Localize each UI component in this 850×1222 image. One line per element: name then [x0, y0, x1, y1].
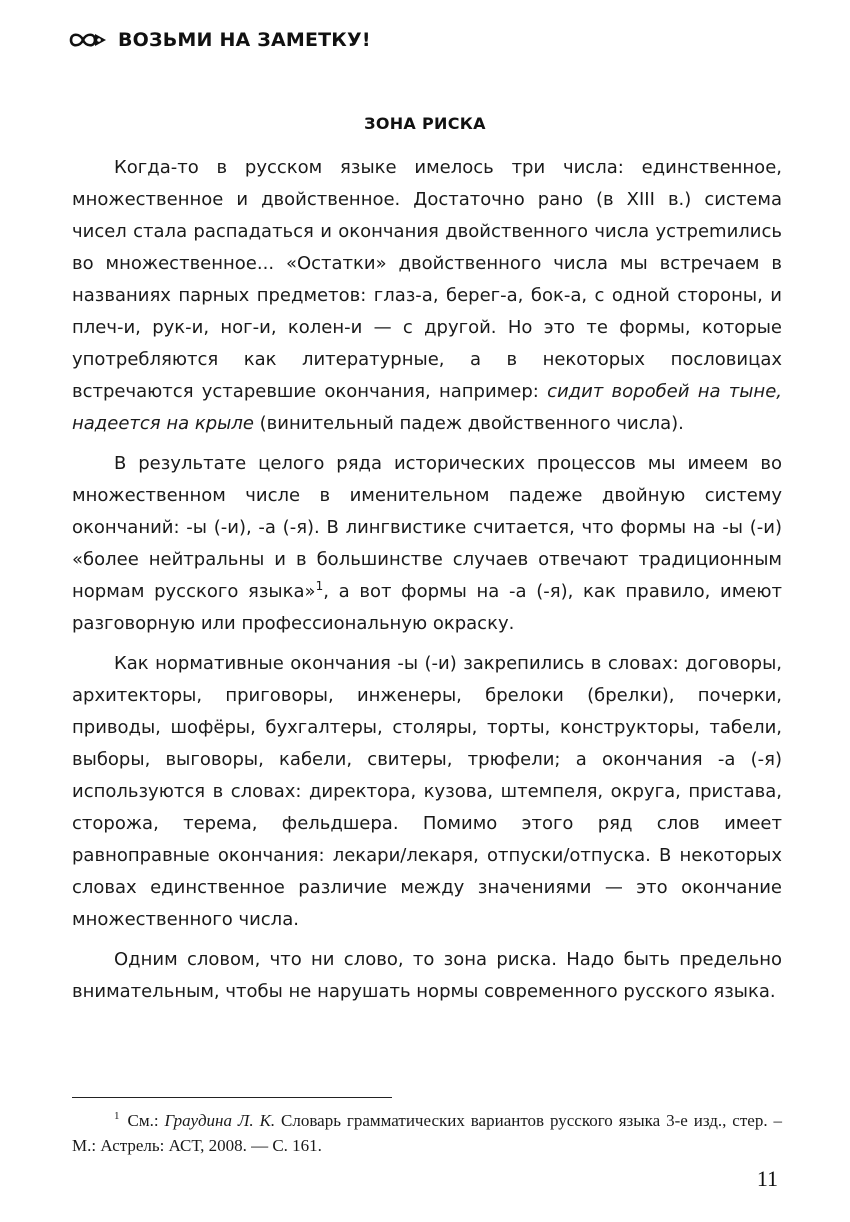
example-phrase: сидит воробей на тыне, надеется на крыле — [72, 381, 782, 434]
footnote-divider — [72, 1097, 392, 1098]
paragraph-text: (винительный падеж двойственного числа). — [253, 413, 684, 434]
paragraph — [72, 448, 782, 640]
footnote-prefix: См.: — [127, 1111, 165, 1130]
paragraph-text: Когда-то в русском языке имелось три числа: единственное, множественное и двойственное. Достаточно рано (в XIII в.) система чисел стала распадаться и окончания двойственного числа устреmились во множественное... «Остатки» двойственного числа мы встречаем в названиях парных предметов: глаз-а, берег-а, бок-а, с одной стороны, и плеч-и, рук-и, ног-и, колен-и — с другой. Но это те формы, которые употребляются как литературные, а в некоторых пословицах встречаются устаревшие окончания, например: — [72, 157, 782, 402]
paragraph — [72, 944, 782, 1008]
pen-nib-icon — [68, 28, 108, 52]
page-number: 11 — [756, 1166, 778, 1191]
paragraph — [72, 152, 782, 440]
section-title: ЗОНА РИСКА — [364, 114, 486, 133]
footnote — [72, 1108, 782, 1158]
body-text — [72, 152, 782, 1016]
paragraph-text: , а вот формы на -а (-я), как правило, имеют разговорную или профессиональную окраску. — [72, 581, 782, 634]
paragraph — [72, 648, 782, 936]
paragraph-text: Как нормативные окончания -ы (-и) закрепились в словах: договоры, архитекторы, приговоры, инженеры, брелоки (брелки), почерки, приводы, шофёры, бухгалтеры, столяры, торты, конструкторы, табели, выборы, выговоры, кабели, свитеры, трюфели; а окончания -а (-я) используются в словах: директора, кузова, штемпеля, округа, пристава, сторожа, терема, фельдшера. Помимо этого ряд слов имеет равноправные окончания: лекари/лекаря, отпуски/отпуска. В некоторых словах единственное различие между значениями — это окончание множественного числа. — [72, 653, 782, 930]
paragraph-text: В результате целого ряда исторических процессов мы имеем во множественном числе в именительном падеже двойную систему окончаний: -ы (-и), -а (-я). В лингвистике считается, что формы на -ы (-и) «более нейтральны и в большинстве случаев отвечают традиционным нормам русского языка» — [72, 453, 782, 602]
paragraph-text: Одним словом, что ни слово, то зона риска. Надо быть предельно внимательным, чтобы не нарушать нормы современного русского языка. — [72, 949, 782, 1002]
footnote-reference: 1 — [315, 579, 324, 593]
footnote-mark: 1 — [114, 1110, 120, 1123]
footnote-author: Граудина Л. К. — [164, 1111, 276, 1130]
rubric-title: ВОЗЬМИ НА ЗАМЕТКУ! — [118, 29, 371, 51]
footnote-text: Словарь грамматических вариантов русского языка 3-е изд., стер. – М.: Астрель: АСТ, 2008. — С. 161. — [72, 1111, 782, 1155]
rubric-header — [68, 28, 371, 52]
